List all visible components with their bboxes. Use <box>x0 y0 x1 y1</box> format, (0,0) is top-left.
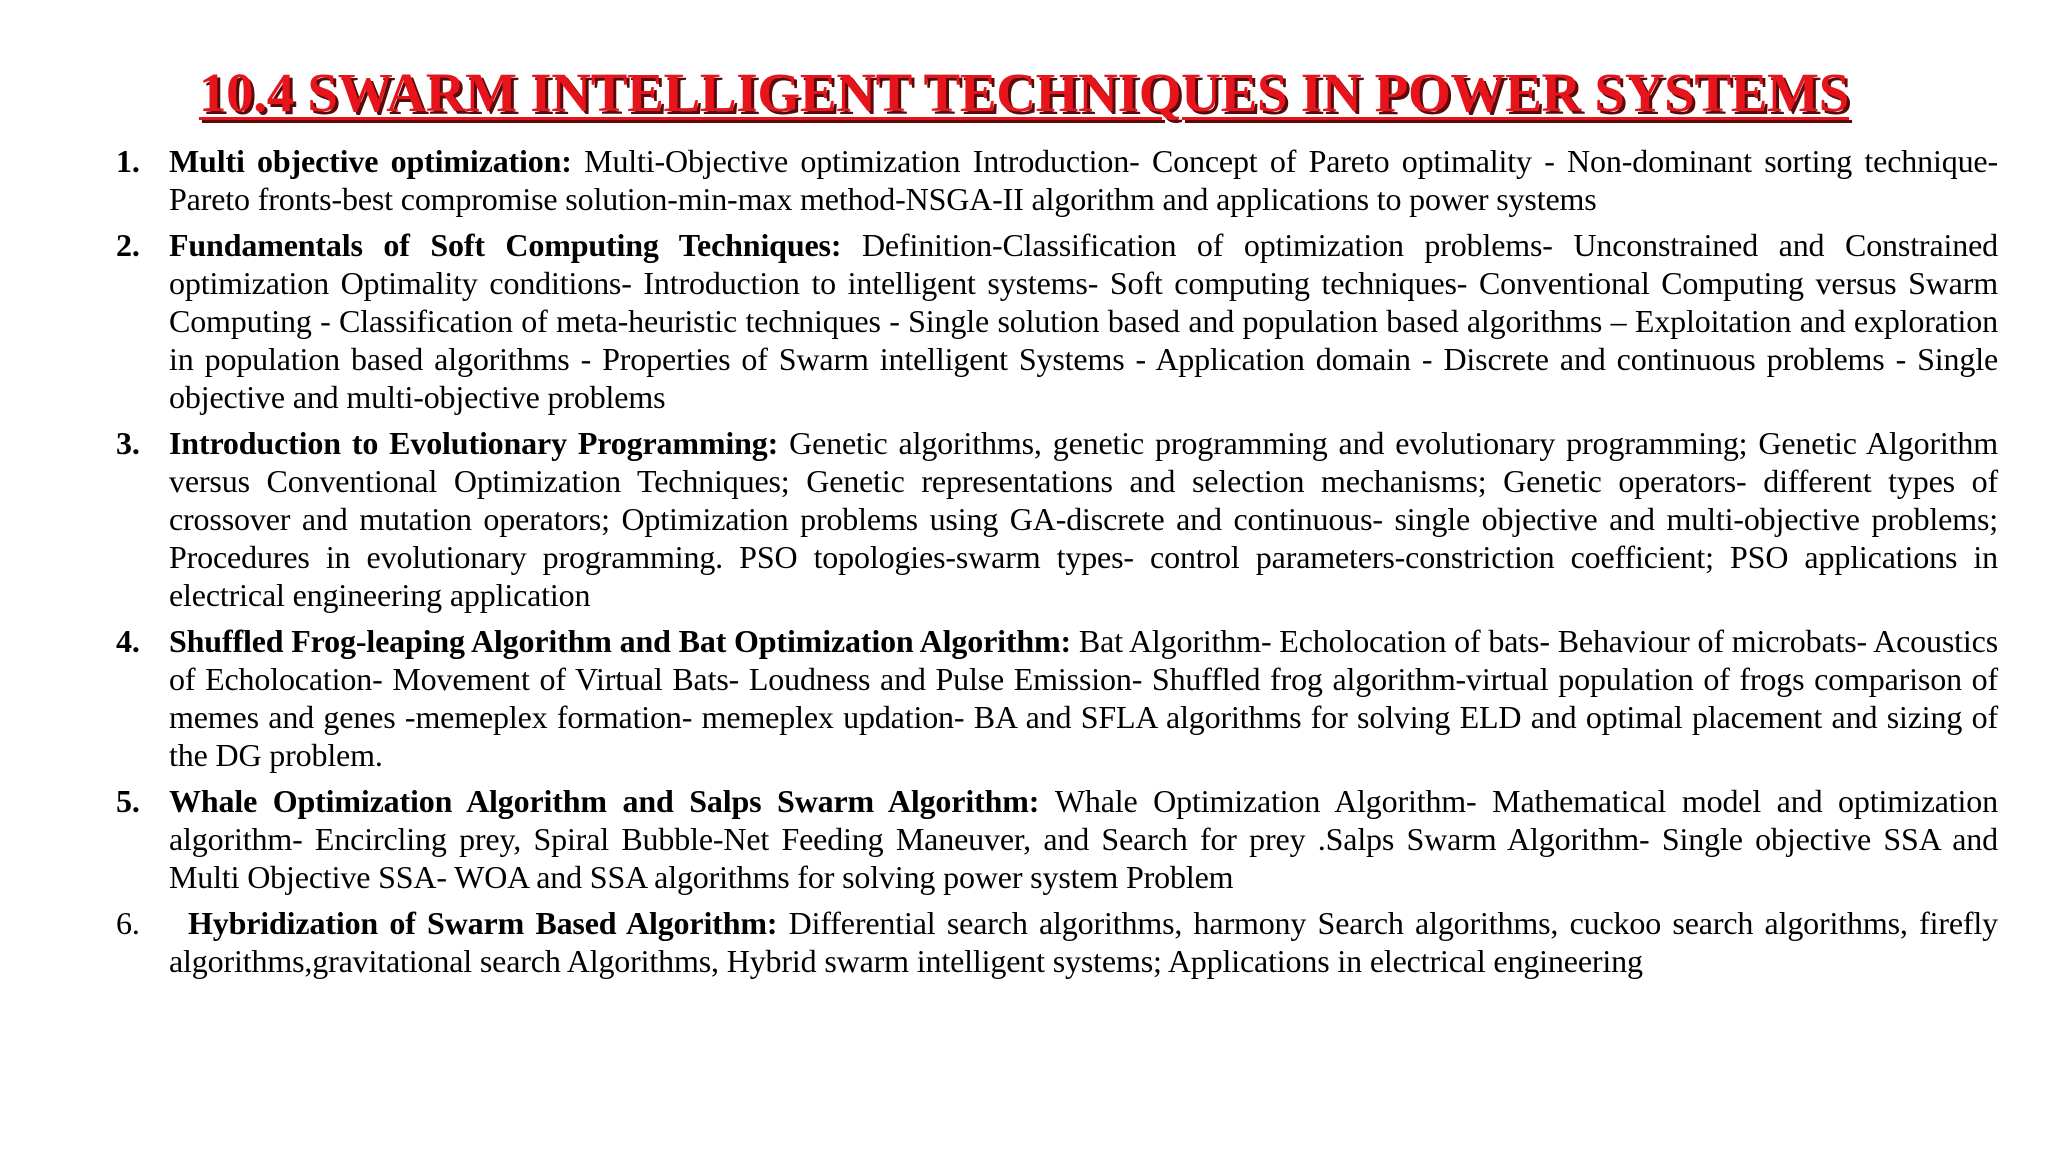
topic-number: 3. <box>116 425 140 461</box>
topic-body: Bat Algorithm- Echolocation of bats- Behaviour of microbats- Acoustics of Echolocation- Movement of Virtual Bats- Loudness and Pulse Emission- Shuffled frog algorithm-virtual population of frogs comparison of memes and genes -memeplex formation- memeplex updation- BA and SFLA algorithms for solving ELD and optimal placement and sizing of the DG problem. <box>169 623 1998 773</box>
topic-heading: Fundamentals of Soft Computing Techniques: <box>169 227 862 263</box>
topic-heading: Hybridization of Swarm Based Algorithm: <box>188 905 789 941</box>
topic-list <box>100 142 1998 988</box>
topic-number: 4. <box>116 623 140 659</box>
topic-body: Genetic algorithms, genetic programming and evolutionary programming; Genetic Algorithm versus Conventional Optimization Techniques; Genetic representations and selection mechanisms; Genetic operators- different types of crossover and mutation operators; Optimization problems using GA-discrete and continuous- single objective and multi-objective problems; Procedures in evolutionary programming. PSO topologies-swarm types- control parameters-constriction coefficient; PSO applications in electrical engineering application <box>169 425 1999 613</box>
topic-item-6 <box>100 904 1998 980</box>
page-title: 10.4 SWARM INTELLIGENT TECHNIQUES IN POWER SYSTEMS <box>198 62 1850 123</box>
topic-heading: Introduction to Evolutionary Programming: <box>169 425 790 461</box>
topic-item-3 <box>100 424 1998 614</box>
topic-body: Whale Optimization Algorithm- Mathematical model and optimization algorithm- Encircling prey, Spiral Bubble-Net Feeding Maneuver, and Search for prey .Salps Swarm Algorithm- Single objective SSA and Multi Objective SSA- WOA and SSA algorithms for solving power system Problem <box>169 783 1998 895</box>
topic-body: Differential search algorithms, harmony Search algorithms, cuckoo search algorithms, firefly algorithms,gravitational search Algorithms, Hybrid swarm intelligent systems; Applications in electrical engineering <box>169 905 1998 979</box>
topic-body: Definition-Classification of optimization problems- Unconstrained and Constrained optimization Optimality conditions- Introduction to intelligent systems- Soft computing techniques- Conventional Computing versus Swarm Computing - Classification of meta-heuristic techniques - Single solution based and population based algorithms – Exploitation and exploration in population based algorithms - Properties of Swarm intelligent Systems - Application domain - Discrete and continuous problems - Single objective and multi-objective problems <box>169 227 1998 415</box>
topic-heading: Whale Optimization Algorithm and Salps Swarm Algorithm: <box>169 783 1055 819</box>
topic-item-5 <box>100 782 1998 896</box>
topic-number: 5. <box>116 783 140 819</box>
topic-item-4 <box>100 622 1998 774</box>
topic-number: 2. <box>116 227 140 263</box>
topic-heading: Multi objective optimization: <box>169 143 585 179</box>
topic-body: Multi-Objective optimization Introduction- Concept of Pareto optimality - Non-dominant sorting technique-Pareto fronts-best compromise solution-min-max method-NSGA-II algorithm and applications to power systems <box>169 143 1998 217</box>
topic-item-2 <box>100 226 1998 416</box>
topic-heading: Shuffled Frog-leaping Algorithm and Bat Optimization Algorithm: <box>169 623 1079 659</box>
topic-item-1 <box>100 142 1998 218</box>
topic-number: 1. <box>116 143 140 179</box>
topic-number: 6. <box>116 905 140 941</box>
